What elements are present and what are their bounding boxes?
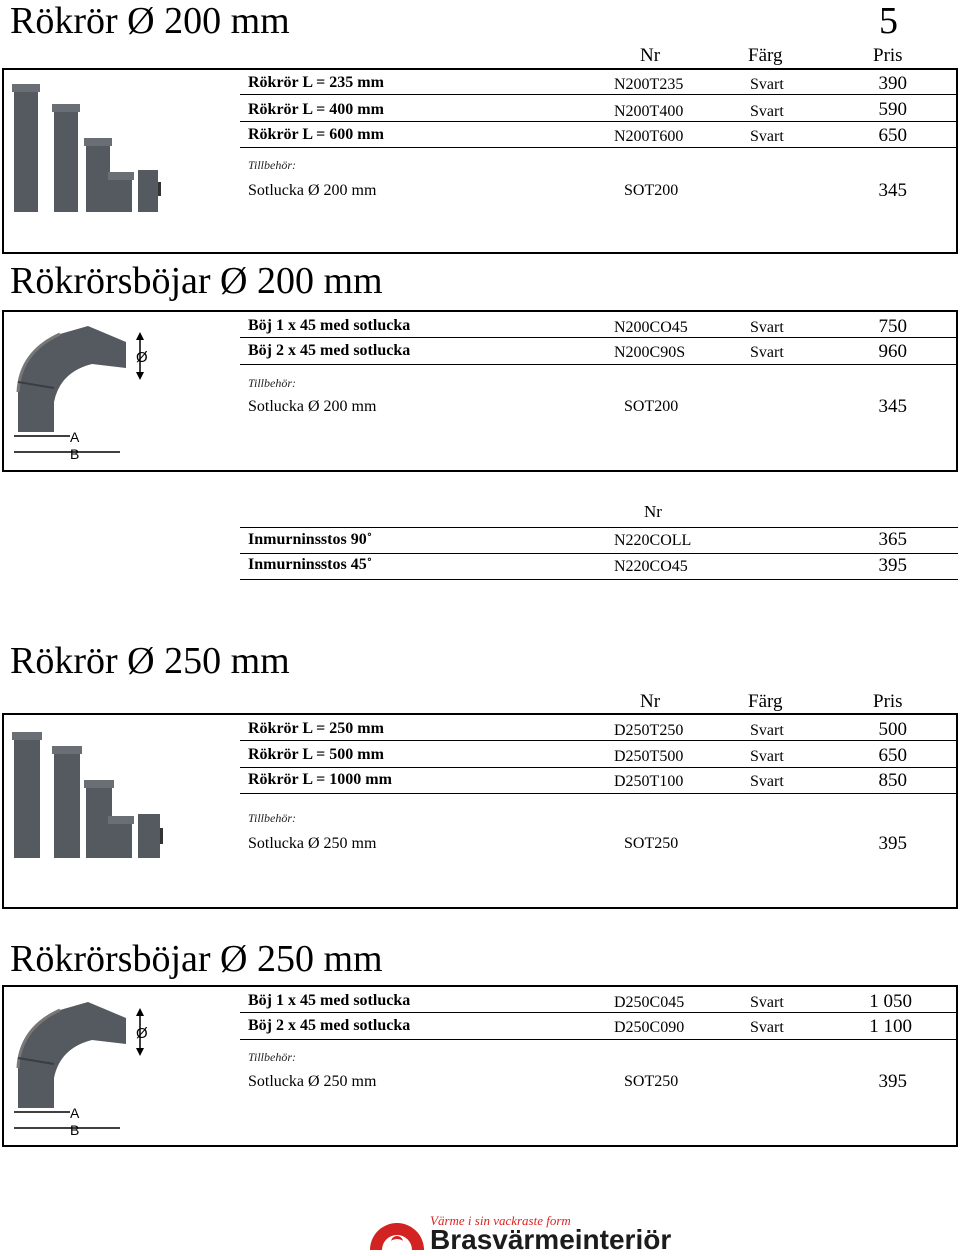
accessory-label: Tillbehör: xyxy=(248,376,297,390)
row-farg: Svart xyxy=(750,722,784,739)
row-name: Rökrör L = 250 mm xyxy=(248,720,384,737)
smoke-pipes-illustration xyxy=(10,82,165,214)
row-pris: 390 xyxy=(878,73,907,94)
row-pris: 365 xyxy=(878,529,907,550)
row-divider xyxy=(240,1039,958,1040)
row-farg: Svart xyxy=(750,1019,784,1036)
row-farg: Svart xyxy=(750,103,784,120)
header-pris: Pris xyxy=(873,45,903,66)
accessory-name: Sotlucka Ø 250 mm xyxy=(248,1073,377,1090)
page-number: 5 xyxy=(879,0,898,42)
row-farg: Svart xyxy=(750,748,784,765)
header-farg: Färg xyxy=(748,691,783,712)
smoke-pipes-illustration xyxy=(10,728,165,860)
section-title-rokrorsbojar-200: Rökrörsböjar Ø 200 mm xyxy=(10,260,383,302)
accessory-nr: SOT250 xyxy=(624,835,679,852)
diameter-label: Ø xyxy=(136,349,148,366)
dimension-b-label: B xyxy=(70,446,80,462)
header-nr: Nr xyxy=(644,502,662,521)
row-name: Rökrör L = 600 mm xyxy=(248,126,384,143)
row-nr: N200T235 xyxy=(614,76,684,93)
row-name: Rökrör L = 400 mm xyxy=(248,101,384,118)
row-divider xyxy=(240,1012,958,1013)
section-title-rokror-200: Rökrör Ø 200 mm xyxy=(10,0,290,42)
row-divider xyxy=(240,527,958,528)
row-pris: 395 xyxy=(878,555,907,576)
row-nr: N200C90S xyxy=(614,344,686,361)
row-farg: Svart xyxy=(750,773,784,790)
row-nr: N200T600 xyxy=(614,128,684,145)
row-divider xyxy=(240,767,958,768)
section-title-rokror-250: Rökrör Ø 250 mm xyxy=(10,640,290,682)
header-farg: Färg xyxy=(748,45,783,66)
row-nr: N220COLL xyxy=(614,532,692,549)
row-pris: 960 xyxy=(878,341,907,362)
accessory-pris: 345 xyxy=(878,396,907,417)
row-pris: 1 100 xyxy=(869,1016,912,1037)
row-nr: D250T100 xyxy=(614,773,684,790)
elbow-pipe-diagram xyxy=(10,998,160,1138)
row-name: Rökrör L = 500 mm xyxy=(248,746,384,763)
row-divider xyxy=(240,793,958,794)
section-title-rokrorsbojar-250: Rökrörsböjar Ø 250 mm xyxy=(10,938,383,980)
dimension-a-label: A xyxy=(70,429,80,445)
diameter-label: Ø xyxy=(136,1025,148,1042)
row-pris: 1 050 xyxy=(869,991,912,1012)
row-divider xyxy=(240,364,958,365)
row-nr: N200T400 xyxy=(614,103,684,120)
brand-logo-icon xyxy=(366,1212,428,1252)
accessory-name: Sotlucka Ø 250 mm xyxy=(248,835,377,852)
row-divider xyxy=(240,553,958,554)
accessory-label: Tillbehör: xyxy=(248,1050,297,1064)
row-divider xyxy=(240,147,958,148)
logo-slogan: Värme i sin vackraste form xyxy=(430,1213,571,1228)
accessory-pris: 395 xyxy=(878,833,907,854)
row-nr: N220CO45 xyxy=(614,558,688,575)
header-nr: Nr xyxy=(640,691,661,712)
row-farg: Svart xyxy=(750,76,784,93)
row-divider xyxy=(240,337,958,338)
accessory-label: Tillbehör: xyxy=(248,811,297,825)
row-nr: D250T500 xyxy=(614,748,684,765)
row-divider xyxy=(240,94,958,95)
accessory-pris: 395 xyxy=(878,1071,907,1092)
row-pris: 500 xyxy=(878,719,907,740)
row-nr: D250C045 xyxy=(614,994,685,1011)
row-nr: N200CO45 xyxy=(614,319,688,336)
row-name: Böj 2 x 45 med sotlucka xyxy=(248,1017,411,1034)
accessory-label: Tillbehör: xyxy=(248,158,297,172)
dimension-b-label: B xyxy=(70,1122,80,1138)
row-name: Böj 1 x 45 med sotlucka xyxy=(248,992,411,1009)
row-pris: 650 xyxy=(878,745,907,766)
row-name: Rökrör L = 1000 mm xyxy=(248,771,392,788)
header-nr: Nr xyxy=(640,45,661,66)
row-name: Böj 2 x 45 med sotlucka xyxy=(248,342,411,359)
header-pris: Pris xyxy=(873,691,903,712)
accessory-nr: SOT200 xyxy=(624,398,679,415)
logo-brand: Brasvärmeinteriör xyxy=(430,1224,672,1255)
accessory-name: Sotlucka Ø 200 mm xyxy=(248,398,377,415)
row-name: Rökrör L = 235 mm xyxy=(248,74,384,91)
accessory-nr: SOT200 xyxy=(624,182,679,199)
row-nr: D250T250 xyxy=(614,722,684,739)
row-pris: 650 xyxy=(878,125,907,146)
row-farg: Svart xyxy=(750,344,784,361)
row-name: Inmurninsstos 90˚ xyxy=(248,531,373,548)
row-farg: Svart xyxy=(750,994,784,1011)
accessory-name: Sotlucka Ø 200 mm xyxy=(248,182,377,199)
elbow-pipe-diagram xyxy=(10,322,160,462)
row-divider xyxy=(240,121,958,122)
row-farg: Svart xyxy=(750,319,784,336)
row-divider xyxy=(240,579,958,580)
row-pris: 750 xyxy=(878,316,907,337)
row-farg: Svart xyxy=(750,128,784,145)
row-nr: D250C090 xyxy=(614,1019,685,1036)
accessory-nr: SOT250 xyxy=(624,1073,679,1090)
accessory-pris: 345 xyxy=(878,180,907,201)
row-divider xyxy=(240,740,958,741)
row-pris: 850 xyxy=(878,770,907,791)
row-name: Böj 1 x 45 med sotlucka xyxy=(248,317,411,334)
dimension-a-label: A xyxy=(70,1105,80,1121)
row-name: Inmurninsstos 45˚ xyxy=(248,556,373,573)
row-pris: 590 xyxy=(878,99,907,120)
